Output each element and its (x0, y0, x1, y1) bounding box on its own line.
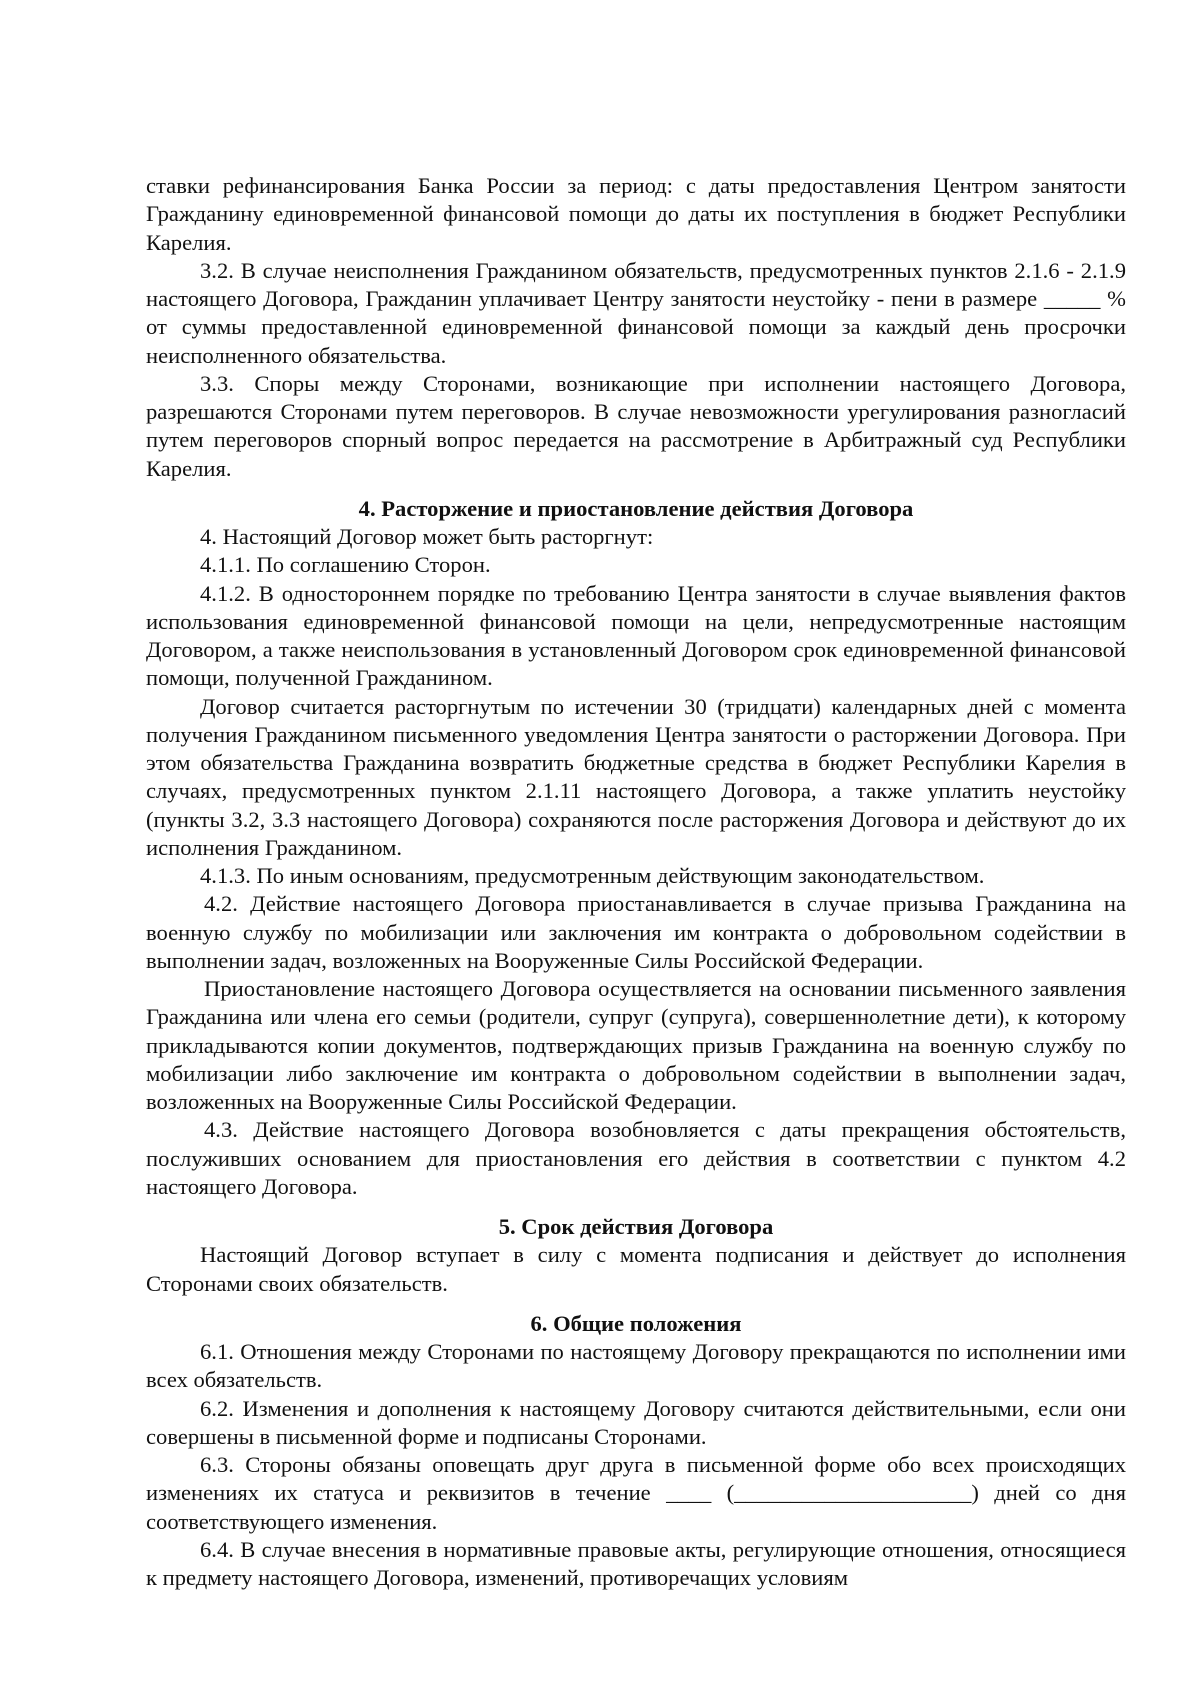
paragraph-6-4: 6.4. В случае внесения в нормативные правовые акты, регулирующие отношения, относящиеся к предмету настоящего Договора, изменений, противоречащих условиям (146, 1536, 1126, 1590)
paragraph-4-1-3: 4.1.3. По иным основаниям, предусмотренным действующим законодательством. (200, 863, 985, 888)
section-4-title: 4. Расторжение и приостановление действия Договора (358, 495, 914, 521)
paragraph-3-3: 3.3. Споры между Сторонами, возникающие при исполнении настоящего Договора, разрешаются Сторонами путем переговоров. В случае невозможности урегулирования разногласий путем переговоров спорный вопрос передается на рассмотрение в Арбитражный суд Республики Карелия. (146, 370, 1126, 481)
paragraph-4-1-2-b: Договор считается расторгнутым по истечении 30 (тридцати) календарных дней с момента получения Гражданином письменного уведомления Центра занятости о расторжении Договора. При этом обязательства Гражданина возвратить бюджетные средства в бюджет Республики Карелия в случаях, предусмотренных пунктом 2.1.11 настоящего Договора, а также уплатить неустойку (пункты 3.2, 3.3 настоящего Договора) сохраняются после расторжения Договора и действуют до их исполнения Гражданином. (146, 693, 1126, 860)
paragraph-4-1-2: 4.1.2. В одностороннем порядке по требованию Центра занятости в случае выявления фактов использования единовременной финансовой помощи на цели, непредусмотренные настоящим Договором, а также неиспользования в установленный Договором срок единовременной финансовой помощи, полученной Гражданином. (146, 580, 1126, 691)
paragraph-6-3: 6.3. Стороны обязаны оповещать друг друга в письменной форме обо всех происходящих изменениях их статуса и реквизитов в течение ____ (_____________________) дней со дня соответствующего изменения. (146, 1452, 1126, 1534)
paragraph-4-1-1: 4.1.1. По соглашению Сторон. (200, 552, 491, 578)
section-5-title: 5. Срок действия Договора (498, 1214, 774, 1239)
paragraph-3-2: 3.2. В случае неисполнения Гражданином обязательств, предусмотренных пунктов 2.1.6 - 2.1.9 настоящего Договора, Гражданин уплачивает Центру занятости неустойку - пени в размере _____ % от суммы предоставленной единовременной финансовой помощи за каждый день просрочки неисполненного обязательства. (146, 257, 1126, 368)
paragraph-4: 4. Настоящий Договор может быть расторгнут: (200, 524, 654, 549)
paragraph-4-2: 4.2. Действие настоящего Договора приостанавливается в случае призыва Гражданина на военную службу по мобилизации или заключения им контракта о добровольном содействии в выполнении задач, возложенных на Вооруженные Силы Российской Федерации. (146, 891, 1126, 973)
paragraph-4-2-b: Приостановление настоящего Договора осуществляется на основании письменного заявления Гражданина или члена его семьи (родители, супруг (супруга), совершеннолетние дети), к которому прикладываются копии документов, подтверждающих призыв Гражданина на военную службу по мобилизации либо заключение им контракта о добровольном содействии в выполнении задач, возложенных на Вооруженные Силы Российской Федерации. (146, 976, 1126, 1114)
section-6-title: 6. Общие положения (530, 1310, 742, 1336)
paragraph-5: Настоящий Договор вступает в силу с момента подписания и действует до исполнения Сторонами своих обязательств. (146, 1242, 1126, 1296)
paragraph-4-3: 4.3. Действие настоящего Договора возобновляется с даты прекращения обстоятельств, послуживших основанием для приостановления его действия в соответствии с пунктом 4.2 настоящего Договора. (146, 1117, 1126, 1199)
paragraph-intro-continuation: ставки рефинансирования Банка России за период: с даты предоставления Центром занятости Гражданину единовременной финансовой помощи до даты их поступления в бюджет Республики Карелия. (146, 173, 1126, 255)
document-page (146, 172, 1126, 1592)
paragraph-6-1: 6.1. Отношения между Сторонами по настоящему Договору прекращаются по исполнении ими всех обязательств. (146, 1339, 1126, 1393)
paragraph-6-2: 6.2. Изменения и дополнения к настоящему Договору считаются действительными, если они совершены в письменной форме и подписаны Сторонами. (146, 1395, 1126, 1449)
